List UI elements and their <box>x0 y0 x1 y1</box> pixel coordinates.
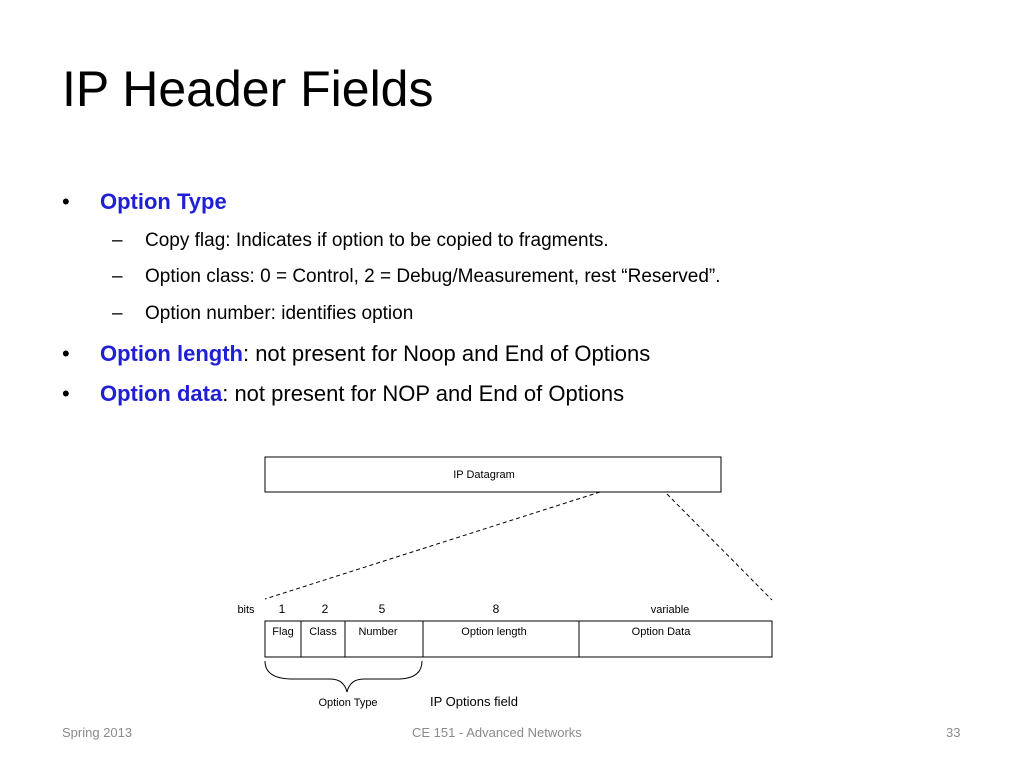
bullet-highlight: Option Type <box>100 189 227 214</box>
bullet-marker: • <box>62 341 70 366</box>
slide-title: IP Header Fields <box>62 61 434 117</box>
sub-bullet-marker: – <box>112 303 123 324</box>
bit-count-option-data: variable <box>650 604 690 616</box>
sub-bullet-text: Option class: 0 = Control, 2 = Debug/Measurement, rest “Reserved”. <box>145 266 721 287</box>
bullet-text: : not present for Noop and End of Options <box>242 341 651 366</box>
bullet-text: : not present for NOP and End of Options <box>222 381 625 406</box>
field-class: Class <box>309 626 337 638</box>
ip-options-field-caption: IP Options field <box>430 694 518 709</box>
sub-bullet-marker: – <box>112 230 123 251</box>
option-type-brace-label: Option Type <box>318 697 378 709</box>
field-option-data: Option Data <box>631 626 691 638</box>
bit-count-flag: 1 <box>278 602 286 616</box>
bullet-highlight: Option data <box>100 381 223 406</box>
footer-date: Spring 2013 <box>62 725 133 740</box>
footer-page-number: 33 <box>946 725 961 740</box>
bit-count-class: 2 <box>321 602 329 616</box>
field-option-length: Option length <box>461 626 527 638</box>
footer-course: CE 151 - Advanced Networks <box>412 725 582 740</box>
bullet-marker: • <box>62 381 70 406</box>
option-type-brace <box>265 661 422 692</box>
bit-count-option-length: 8 <box>492 602 500 616</box>
sub-bullet-text: Copy flag: Indicates if option to be copied to fragments. <box>145 230 609 251</box>
field-flag: Flag <box>272 626 294 638</box>
sub-bullet-marker: – <box>112 266 123 287</box>
bit-count-number: 5 <box>378 602 386 616</box>
zoom-line-right <box>667 494 772 600</box>
bullet-marker: • <box>62 189 70 214</box>
bullet-highlight: Option length <box>100 341 243 366</box>
sub-bullet-text: Option number: identifies option <box>145 303 414 324</box>
ip-datagram-label: IP Datagram <box>453 469 515 481</box>
bits-label: bits <box>237 604 255 616</box>
field-number: Number <box>358 626 398 638</box>
zoom-line-left <box>265 492 600 599</box>
